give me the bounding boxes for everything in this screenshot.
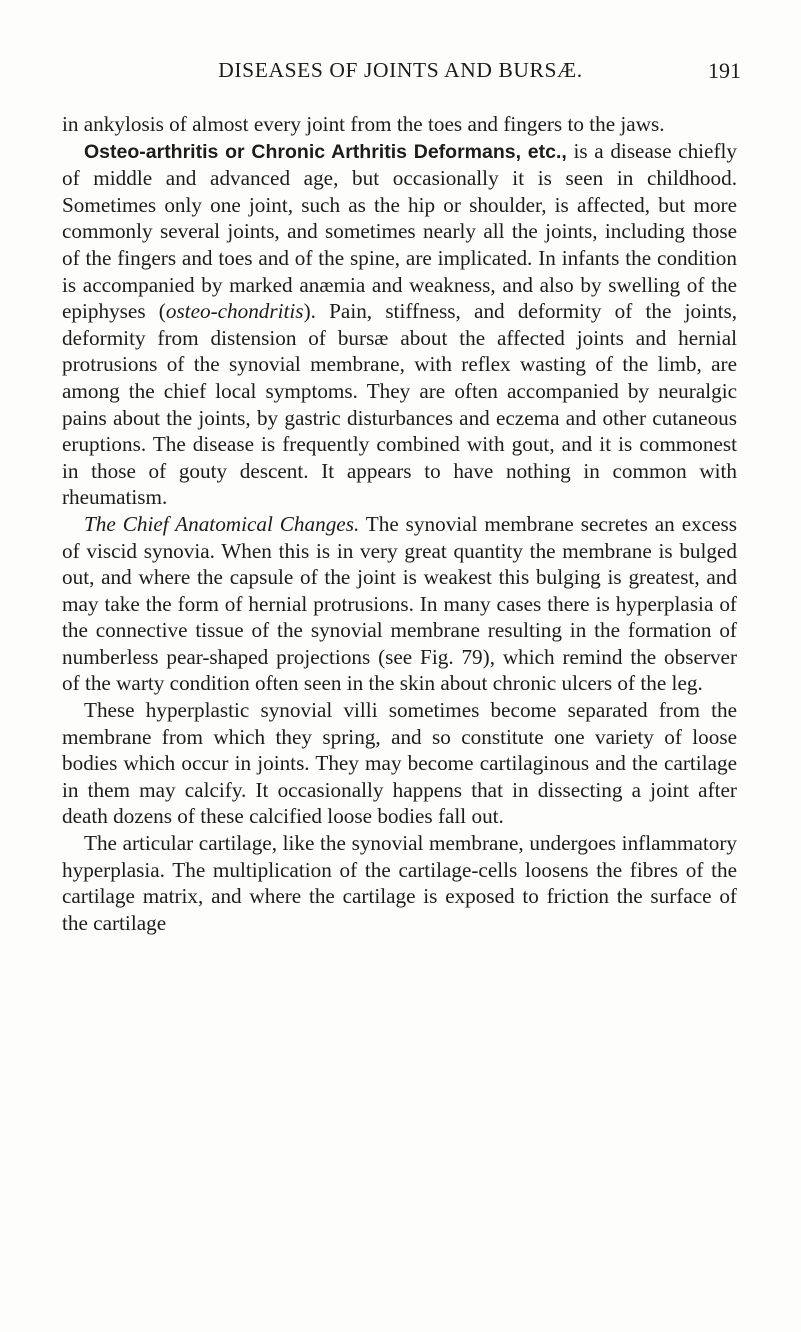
paragraph-synovial-villi bbox=[62, 697, 737, 830]
paragraph-osteo-arthritis bbox=[62, 138, 737, 511]
paragraph-text: The synovial membrane secretes an excess of viscid synovia. When this is in very great quantity the membrane is bulged out, and where the capsule of the joint is weakest this bulging is greatest, and may take the form of hernial protrusions. In many cases there is hyperplasia of the connective tissue of the synovial membrane resulting in the formation of numberless pear-shaped projections (see Fig. 79), which remind the observer of the warty condition often seen in the skin about chronic ulcers of the leg. bbox=[62, 511, 737, 696]
page-number: 191 bbox=[708, 58, 741, 83]
paragraph-text: These hyperplastic synovial villi sometimes become separated from the membrane from which they spring, and so constitute one variety of loose bodies which occur in joints. They may become cartilaginous and the cartilage in them may calcify. It occasionally happens that in dissecting a joint after death dozens of these calcified loose bodies fall out. bbox=[62, 698, 737, 829]
paragraph-anatomical-changes bbox=[62, 511, 737, 697]
paragraph-text: in ankylosis of almost every joint from the toes and fingers to the jaws. bbox=[62, 112, 665, 136]
paragraph-text: is a disease chiefly of middle and advanced age, but occasionally it is seen in childhood. Sometimes only one joint, such as the hip or shoulder, is affected, but more commonly several joints, and sometimes nearly all the joints, including those of the fingers and toes and of the spine, are implicated. In infants the condition is accompanied by marked anæmia and weakness, and also by swelling of the epiphyses ( bbox=[62, 138, 737, 324]
subheading-anatomical-changes: The Chief Anatomical Changes. bbox=[84, 511, 360, 536]
paragraph-text: ). Pain, stiffness, and deformity of the joints, deformity from distension of bursæ about the affected joints and hernial protrusions of the synovial membrane, with reflex wasting of the limb, are among the chief local symptoms. They are often accompanied by neuralgic pains about the joints, by gastric disturbances and eczema and other cutaneous eruptions. The disease is frequently combined with gout, and it is commonest in those of gouty descent. It appears to have nothing in common with rheumatism. bbox=[62, 299, 737, 510]
section-heading-osteo-arthritis: Osteo-arthritis or Chronic Arthritis Deformans, etc., bbox=[84, 140, 567, 163]
italic-term-osteo-chondritis: osteo-chondritis bbox=[165, 299, 304, 324]
paragraph-continuation bbox=[62, 111, 737, 138]
page-header bbox=[0, 58, 801, 92]
paragraph-text: The articular cartilage, like the synovial membrane, undergoes inflammatory hyperplasia. The multiplication of the cartilage-cells loosens the fibres of the cartilage matrix, and where the cartilage is exposed to friction the surface of the cartilage bbox=[62, 831, 737, 935]
body-text bbox=[62, 111, 737, 936]
paragraph-articular-cartilage bbox=[62, 830, 737, 936]
running-title: DISEASES OF JOINTS AND BURSÆ. bbox=[218, 58, 583, 82]
